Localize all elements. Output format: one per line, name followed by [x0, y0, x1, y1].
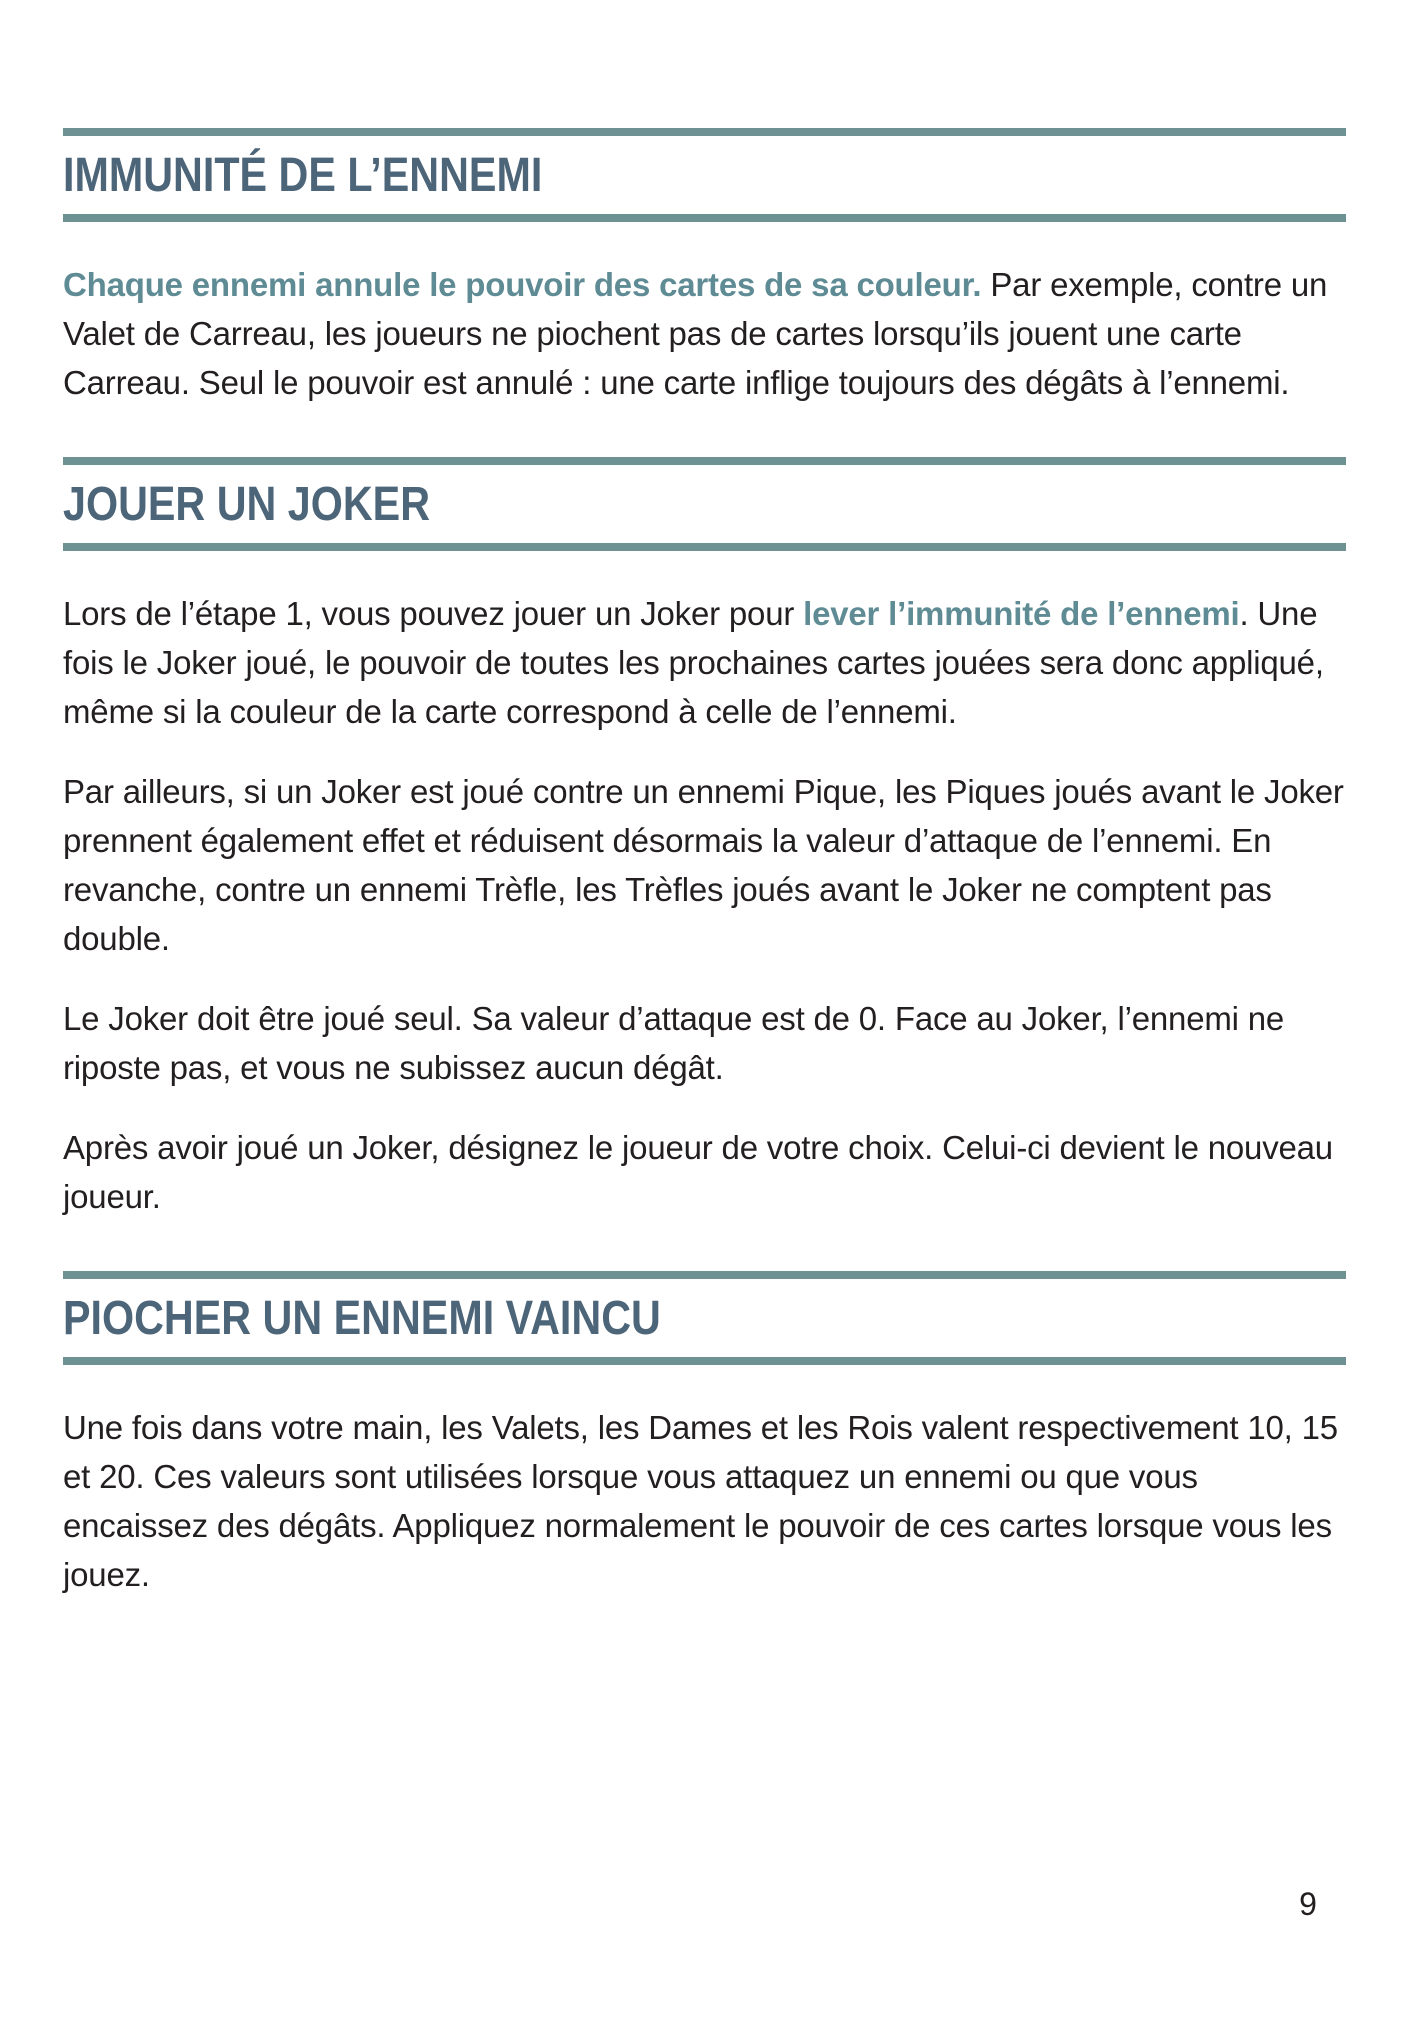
section-heading: IMMUNITÉ DE L’ENNEMI — [63, 149, 543, 202]
heading-rule-bottom — [63, 1357, 1346, 1365]
paragraph — [63, 767, 1346, 963]
heading-rule-top — [63, 1271, 1346, 1279]
heading-rule-bottom — [63, 543, 1346, 551]
body-text: Lors de l’étape 1, vous pouvez jouer un Joker pour — [63, 595, 804, 632]
accent-text: Chaque ennemi annule le pouvoir des cartes de sa couleur. — [63, 266, 982, 303]
body-text: . Une fois le Joker joué, le pouvoir de toutes les prochaines cartes jouées sera donc appliqué, même si la couleur de la carte correspond à celle de l’ennemi. — [63, 595, 1324, 730]
page-content — [63, 128, 1346, 1599]
body-text: Une fois dans votre main, les Valets, les Dames et les Rois valent respectivement 10, 15 et 20. Ces valeurs sont utilisées lorsque vous attaquez un ennemi ou que vous encaissez des dégâts. Appliquez normalement le pouvoir de ces cartes lorsque vous les jouez. — [63, 1409, 1338, 1593]
heading-rule-top — [63, 128, 1346, 136]
section-heading: PIOCHER UN ENNEMI VAINCU — [63, 1292, 661, 1345]
paragraph — [63, 1403, 1346, 1599]
body-text: Par ailleurs, si un Joker est joué contre un ennemi Pique, les Piques joués avant le Joker prennent également effet et réduisent désormais la valeur d’attaque de l’ennemi. En revanche, contre un ennemi Trèfle, les Trèfles joués avant le Joker ne comptent pas double. — [63, 773, 1344, 957]
page-number: 9 — [1299, 1886, 1317, 1922]
paragraph — [63, 1123, 1346, 1221]
section-immunite-ennemi — [63, 128, 1346, 407]
body-text: Après avoir joué un Joker, désignez le joueur de votre choix. Celui-ci devient le nouveau joueur. — [63, 1129, 1333, 1215]
paragraph — [63, 994, 1346, 1092]
body-text: Le Joker doit être joué seul. Sa valeur d’attaque est de 0. Face au Joker, l’ennemi ne riposte pas, et vous ne subissez aucun dégât. — [63, 1000, 1285, 1086]
body-text: Par exemple, contre un Valet de Carreau, les joueurs ne piochent pas de cartes lorsqu’ils jouent une carte Carreau. Seul le pouvoir est annulé : une carte inflige toujours des dégâts à l’ennemi. — [63, 266, 1328, 401]
heading-rule-top — [63, 457, 1346, 465]
heading-rule-bottom — [63, 214, 1346, 222]
section-jouer-un-joker — [63, 457, 1346, 1221]
section-piocher-ennemi-vaincu — [63, 1271, 1346, 1599]
accent-text: lever l’immunité de l’ennemi — [803, 595, 1240, 632]
section-heading: JOUER UN JOKER — [63, 478, 431, 531]
paragraph — [63, 260, 1346, 407]
paragraph — [63, 589, 1346, 736]
